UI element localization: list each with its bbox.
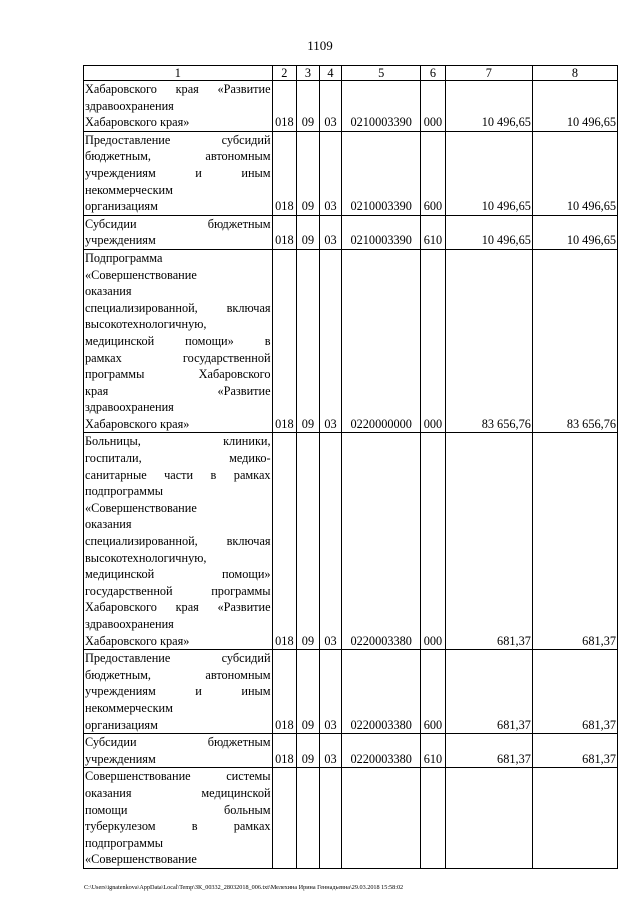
amount-total-cell: 10 496,65 bbox=[532, 81, 617, 132]
code-subsection-cell: 03 bbox=[319, 433, 342, 650]
header-col-8: 8 bbox=[532, 66, 617, 81]
row-name-line: специализированной, включая bbox=[85, 534, 271, 549]
amount-total-cell: 10 496,65 bbox=[532, 215, 617, 249]
row-name-cell bbox=[84, 215, 273, 249]
expense-type-cell bbox=[421, 768, 446, 869]
row-name-line: Хабаровского края «Развитие bbox=[85, 600, 271, 615]
row-name-cell bbox=[84, 650, 273, 734]
expense-type-cell: 610 bbox=[421, 215, 446, 249]
row-name-line: «Совершенствование bbox=[85, 500, 197, 515]
row-name-line: высокотехнологичную, bbox=[85, 317, 207, 332]
table-row bbox=[84, 768, 618, 869]
table-row bbox=[84, 131, 618, 215]
table-row bbox=[84, 433, 618, 650]
row-name-line: Больницы, клиники, bbox=[85, 434, 271, 449]
row-name-line: медицинской помощи» bbox=[85, 567, 271, 582]
amount-total-cell: 10 496,65 bbox=[532, 131, 617, 215]
amount-cell: 681,37 bbox=[445, 433, 532, 650]
target-article-cell: 0220003380 bbox=[342, 734, 421, 768]
code-subsection-cell: 03 bbox=[319, 131, 342, 215]
header-row bbox=[84, 66, 618, 81]
row-name-line: Хабаровского края» bbox=[85, 633, 190, 648]
row-name-cell bbox=[84, 249, 273, 433]
row-name-line: учреждениям и иным bbox=[85, 165, 271, 180]
row-name-line: некоммерческим bbox=[85, 700, 173, 715]
header-col-1: 1 bbox=[84, 66, 273, 81]
row-name-line: Хабаровского края» bbox=[85, 416, 190, 431]
row-name-cell bbox=[84, 131, 273, 215]
expense-type-cell: 000 bbox=[421, 81, 446, 132]
row-name-line: Предоставление субсидий bbox=[85, 132, 271, 147]
row-name-line: края «Развитие bbox=[85, 383, 271, 398]
target-article-cell: 0210003390 bbox=[342, 215, 421, 249]
row-name-cell bbox=[84, 768, 273, 869]
code-admin-cell: 018 bbox=[272, 81, 297, 132]
amount-cell: 10 496,65 bbox=[445, 81, 532, 132]
amount-total-cell bbox=[532, 768, 617, 869]
row-name-line: «Совершенствование bbox=[85, 852, 197, 867]
amount-total-cell: 681,37 bbox=[532, 734, 617, 768]
amount-cell: 83 656,76 bbox=[445, 249, 532, 433]
row-name-line: Подпрограмма bbox=[85, 250, 163, 265]
expense-type-cell: 600 bbox=[421, 650, 446, 734]
code-admin-cell: 018 bbox=[272, 650, 297, 734]
row-name-line: «Совершенствование bbox=[85, 267, 197, 282]
amount-cell: 681,37 bbox=[445, 650, 532, 734]
row-name-line: организациям bbox=[85, 199, 158, 214]
row-name-line: учреждениям bbox=[85, 751, 156, 766]
code-admin-cell: 018 bbox=[272, 249, 297, 433]
budget-table bbox=[83, 65, 618, 869]
row-name-line: санитарные части в рамках bbox=[85, 467, 271, 482]
amount-cell bbox=[445, 768, 532, 869]
amount-total-cell: 681,37 bbox=[532, 433, 617, 650]
header-col-2: 2 bbox=[272, 66, 297, 81]
amount-total-cell: 681,37 bbox=[532, 650, 617, 734]
code-section-cell: 09 bbox=[297, 131, 320, 215]
amount-cell: 10 496,65 bbox=[445, 131, 532, 215]
table-row bbox=[84, 650, 618, 734]
row-name-line: бюджетным, автономным bbox=[85, 149, 271, 164]
row-name-line: программы Хабаровского bbox=[85, 367, 271, 382]
code-section-cell bbox=[297, 768, 320, 869]
target-article-cell: 0210003390 bbox=[342, 131, 421, 215]
code-section-cell: 09 bbox=[297, 81, 320, 132]
row-name-cell bbox=[84, 81, 273, 132]
row-name-cell bbox=[84, 433, 273, 650]
row-name-line: бюджетным, автономным bbox=[85, 667, 271, 682]
row-name-line: Субсидии бюджетным bbox=[85, 216, 271, 231]
row-name-line: организациям bbox=[85, 717, 158, 732]
row-name-line: оказания медицинской bbox=[85, 785, 271, 800]
row-name-line: учреждениям и иным bbox=[85, 684, 271, 699]
code-subsection-cell: 03 bbox=[319, 249, 342, 433]
code-admin-cell: 018 bbox=[272, 734, 297, 768]
expense-type-cell: 600 bbox=[421, 131, 446, 215]
row-name-line: учреждениям bbox=[85, 233, 156, 248]
amount-total-cell: 83 656,76 bbox=[532, 249, 617, 433]
code-admin-cell: 018 bbox=[272, 433, 297, 650]
code-subsection-cell: 03 bbox=[319, 650, 342, 734]
row-name-line: здравоохранения bbox=[85, 98, 174, 113]
row-name-line: оказания bbox=[85, 284, 132, 299]
header-col-7: 7 bbox=[445, 66, 532, 81]
expense-type-cell: 000 bbox=[421, 433, 446, 650]
target-article-cell: 0220000000 bbox=[342, 249, 421, 433]
row-name-line: подпрограммы bbox=[85, 484, 163, 499]
code-subsection-cell: 03 bbox=[319, 81, 342, 132]
code-section-cell: 09 bbox=[297, 215, 320, 249]
row-name-line: специализированной, включая bbox=[85, 300, 271, 315]
table-row bbox=[84, 249, 618, 433]
amount-cell: 681,37 bbox=[445, 734, 532, 768]
row-name-line: подпрограммы bbox=[85, 835, 163, 850]
row-name-line: Субсидии бюджетным bbox=[85, 735, 271, 750]
expense-type-cell: 610 bbox=[421, 734, 446, 768]
header-col-4: 4 bbox=[319, 66, 342, 81]
amount-cell: 10 496,65 bbox=[445, 215, 532, 249]
code-admin-cell bbox=[272, 768, 297, 869]
code-section-cell: 09 bbox=[297, 650, 320, 734]
row-name-line: некоммерческим bbox=[85, 182, 173, 197]
page-number: 1109 bbox=[307, 38, 333, 53]
row-name-line: госпитали, медико- bbox=[85, 451, 271, 466]
row-name-line: здравоохранения bbox=[85, 400, 174, 415]
code-section-cell: 09 bbox=[297, 249, 320, 433]
row-name-line: медицинской помощи» в bbox=[85, 333, 271, 348]
code-section-cell: 09 bbox=[297, 433, 320, 650]
expense-type-cell: 000 bbox=[421, 249, 446, 433]
target-article-cell: 0210003390 bbox=[342, 81, 421, 132]
header-col-5: 5 bbox=[342, 66, 421, 81]
file-path-footer: C:\Users\ignatenkova\AppData\Local\Temp\ЗК_00332_28032018_006.txt\Мелехина Ирина Геннадьевна\29.03.2018 15:58:02 bbox=[84, 884, 404, 891]
target-article-cell: 0220003380 bbox=[342, 650, 421, 734]
header-col-3: 3 bbox=[297, 66, 320, 81]
code-subsection-cell bbox=[319, 768, 342, 869]
row-name-cell bbox=[84, 734, 273, 768]
code-subsection-cell: 03 bbox=[319, 215, 342, 249]
header-col-6: 6 bbox=[421, 66, 446, 81]
row-name-line: высокотехнологичную, bbox=[85, 550, 207, 565]
row-name-line: оказания bbox=[85, 517, 132, 532]
row-name-line: Хабаровского края» bbox=[85, 115, 190, 130]
target-article-cell: 0220003380 bbox=[342, 433, 421, 650]
row-name-line: Совершенствование системы bbox=[85, 769, 271, 784]
row-name-line: государственной программы bbox=[85, 583, 271, 598]
row-name-line: Хабаровского края «Развитие bbox=[85, 82, 271, 96]
code-section-cell: 09 bbox=[297, 734, 320, 768]
row-name-line: рамках государственной bbox=[85, 350, 271, 365]
table-row bbox=[84, 215, 618, 249]
code-admin-cell: 018 bbox=[272, 131, 297, 215]
target-article-cell bbox=[342, 768, 421, 869]
row-name-line: помощи больным bbox=[85, 802, 271, 817]
code-subsection-cell: 03 bbox=[319, 734, 342, 768]
row-name-line: здравоохранения bbox=[85, 617, 174, 631]
row-name-line: туберкулезом в рамках bbox=[85, 819, 271, 834]
table-row bbox=[84, 81, 618, 132]
table-row bbox=[84, 734, 618, 768]
row-name-line: Предоставление субсидий bbox=[85, 651, 271, 666]
code-admin-cell: 018 bbox=[272, 215, 297, 249]
